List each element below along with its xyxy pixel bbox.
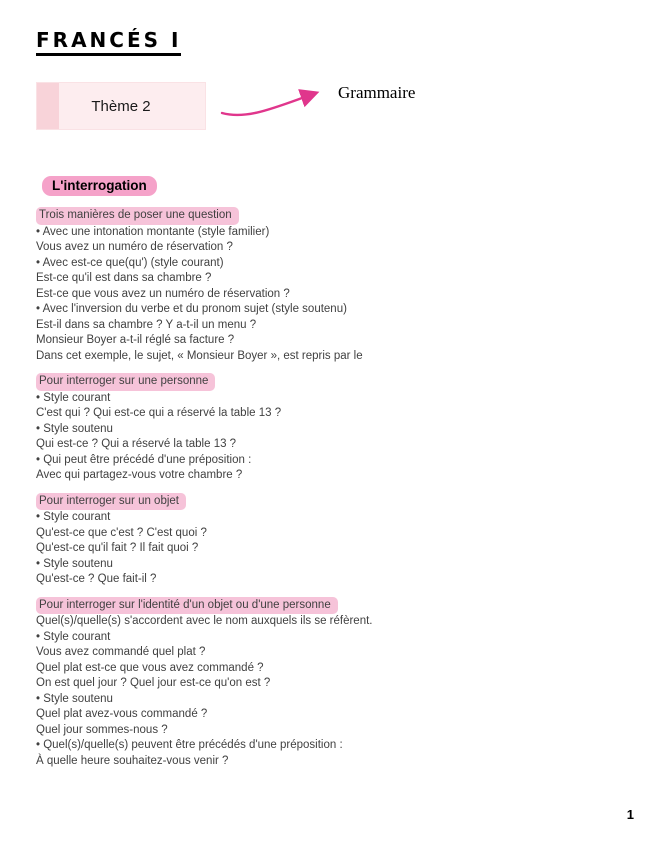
text-line: Qu'est-ce ? Que fait-il ? (36, 573, 157, 585)
page-title: FRANCÉS I (36, 28, 181, 56)
text-line: Vous avez commandé quel plat ? (36, 646, 206, 658)
section-objet (36, 493, 656, 588)
section-heading-row (36, 207, 656, 225)
text-line: • Style soutenu (36, 692, 113, 705)
theme-header (36, 82, 636, 130)
section-heading: Pour interroger sur l'identité d'un objet ou d'une personne (36, 597, 338, 615)
section-heading-row (36, 373, 656, 391)
text-line: • Avec une intonation montante (style familier) (36, 225, 270, 238)
section-identite (36, 597, 656, 770)
text-line: Quel plat avez-vous commandé ? (36, 708, 208, 720)
text-line: Qui est-ce ? Qui a réservé la table 13 ? (36, 438, 237, 450)
document-body (36, 207, 656, 769)
section-heading-row (36, 493, 656, 511)
text-line: • Quel(s)/quelle(s) peuvent être précédés d'une préposition : (36, 739, 343, 751)
main-heading: L'interrogation (42, 176, 157, 196)
main-heading-row (42, 176, 656, 196)
text-line: • Style courant (36, 391, 111, 404)
text-line: • Style courant (36, 511, 111, 523)
text-line: • Avec est-ce que(qu') (style courant) (36, 256, 224, 269)
text-line: Est-ce qu'il est dans sa chambre ? (36, 272, 212, 284)
text-line: • Style courant (36, 630, 111, 643)
text-line: C'est qui ? Qui est-ce qui a réservé la table 13 ? (36, 407, 282, 419)
curved-arrow-icon (214, 82, 334, 122)
text-line: Qu'est-ce qu'il fait ? Il fait quoi ? (36, 542, 199, 554)
text-line: Vous avez un numéro de réservation ? (36, 241, 233, 253)
text-line: À quelle heure souhaitez-vous venir ? (36, 754, 229, 767)
annotation-grammaire: Grammaire (338, 83, 416, 102)
text-line: Est-il dans sa chambre ? Y a-t-il un menu ? (36, 318, 257, 331)
section-heading: Pour interroger sur un objet (36, 493, 186, 511)
text-line: Quel plat est-ce que vous avez commandé ? (36, 661, 264, 674)
text-line: Monsieur Boyer a-t-il réglé sa facture ? (36, 334, 235, 346)
text-line: Avec qui partagez-vous votre chambre ? (36, 469, 243, 481)
text-line: Dans cet exemple, le sujet, « Monsieur Boyer », est repris par le (36, 349, 363, 362)
section-heading: Trois manières de poser une question (36, 207, 239, 225)
page-number: 1 (626, 807, 634, 822)
section-heading-row (36, 597, 656, 615)
section-trois-manieres (36, 207, 656, 364)
text-line: • Avec l'inversion du verbe et du pronom sujet (style soutenu) (36, 303, 347, 315)
text-line: On est quel jour ? Quel jour est-ce qu'on est ? (36, 677, 271, 689)
text-line: Est-ce que vous avez un numéro de réservation ? (36, 287, 290, 300)
text-line: • Style soutenu (36, 557, 113, 570)
theme-label: Thème 2 (91, 97, 151, 115)
theme-box (36, 82, 206, 130)
section-personne (36, 373, 656, 484)
theme-accent-strip (37, 83, 59, 129)
text-line: Quel(s)/quelle(s) s'accordent avec le nom auxquels ils se réfèrent. (36, 615, 373, 627)
text-line: Qu'est-ce que c'est ? C'est quoi ? (36, 526, 207, 539)
text-line: • Qui peut être précédé d'une préposition : (36, 453, 252, 466)
section-heading: Pour interroger sur une personne (36, 373, 215, 391)
text-line: • Style soutenu (36, 422, 113, 435)
text-line: Quel jour sommes-nous ? (36, 723, 168, 736)
